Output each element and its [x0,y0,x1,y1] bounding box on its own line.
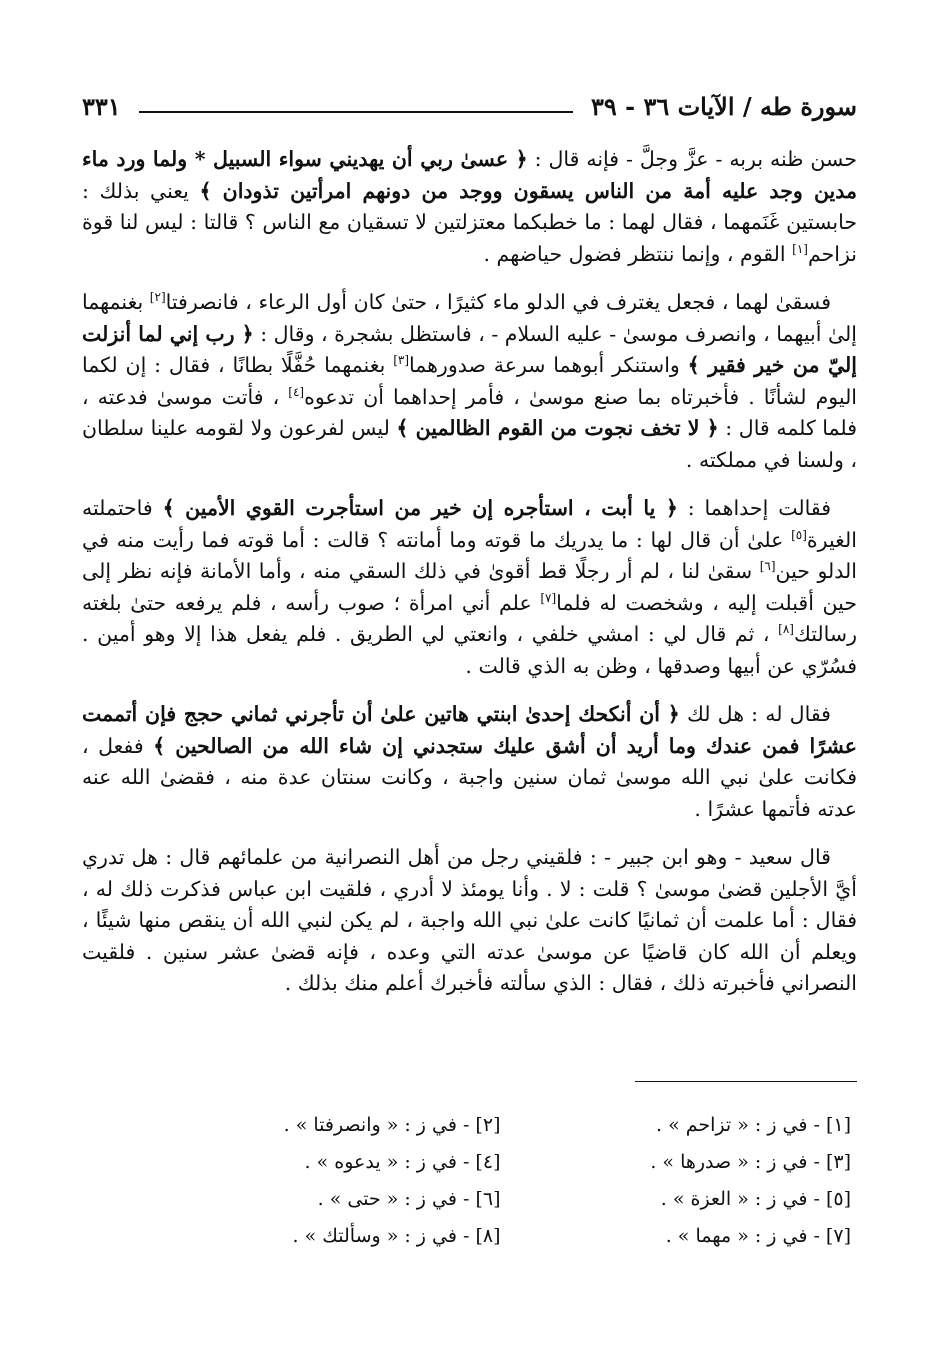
text-run: القوم ، وإنما ننتظر فضول حياضهم . [483,241,793,266]
text-run: حسن ظنه بربه - عزَّ وجلَّ - فإنه قال : [527,147,857,171]
footnote-separator [635,1081,857,1082]
text-run: يعني بذلك : حابستين غَنَمهما ، فقال لهما : ما خطبكما معتزلتين لا تسقيان مع الناس ؟ قالتا : ليس لنا قوة نزاحم [82,178,857,266]
page-header [82,86,857,126]
paragraph-2 [82,287,857,476]
footnote-3: [٣] - في ز : « صدرها » . [650,1151,851,1173]
header-rule [139,111,573,113]
footnote-8: [٨] - في ز : « وسألتك » . [292,1225,501,1247]
footnote-1: [١] - في ز : « تزاحم » . [655,1114,851,1136]
quran-verse: ﴿ عسىٰ ربي أن يهديني سواء السبيل * ولما ورد ماء مدين وجد عليه أمة من الناس يسقون ووجد من دونهم امرأتين تذودان ﴾ [82,147,857,203]
quran-verse: ﴿ يا أبت ، استأجره إن خير من استأجرت القوي الأمين ﴾ [162,496,678,520]
footnote-ref[interactable]: [٤] [288,384,305,399]
quran-verse: ﴿ رب إني لما أنزلت إليّ من خير فقير ﴾ [82,321,857,377]
footnote-7: [٧] - في ز : « مهما » . [665,1225,851,1247]
text-run: ففعل ، فكانت علىٰ نبي الله موسىٰ ثمان سنين واجبة ، وكانت سنتان عدة منه ، فقضىٰ الله عنه عدته فأتمها عشرًا . [82,733,857,821]
footnote-2: [٢] - في ز : « وانصرفتا » . [283,1114,501,1136]
footnotes [190,1112,851,1250]
text-run: بغنمهما إلىٰ أبيهما ، وانصرف موسىٰ - عليه السلام - ، فاستظل بشجرة ، وقال : [82,290,857,346]
paragraph-5 [82,842,857,1000]
text-run: سقىٰ لنا ، لم أر رجلًا قط أقوىٰ في ذلك السقي منه ، وأما الأمانة فإنه نظر إلى حين أقبلت إليه ، وشخصت له فلما [82,559,858,615]
text-run: ليس لفرعون ولا لقومه علينا سلطان ، ولسنا في مملكته . [82,416,857,472]
page-number: ٣٣١ [82,91,121,121]
footnote-5: [٥] - في ز : « العزة » . [660,1188,851,1210]
text-run: علىٰ أن قال لها : ما يدريك ما قوته وما أمانته ؟ قالت : أما قوته فما رأيت منه في الدلو حين [82,527,857,583]
text-run: علم أني امرأة ؛ صوب رأسه ، فلم يرفعه حتىٰ بلغته رسالتك [82,590,857,646]
footnote-ref[interactable]: [٦] [759,559,776,574]
paragraph-4 [82,699,857,825]
surah-title: سورة طه / الآيات ٣٦ - ٣٩ [590,91,857,121]
page-body [82,144,857,1017]
text-run: فقال له : هل لك [679,702,831,726]
text-run: بغنمهما حُفَّلًا بطانًا ، فقال : إن لكما اليوم لشأنًا . فأخبرتاه بما صنع موسىٰ ، فأمر إحداهما أن تدعوه [82,353,858,409]
quran-verse: ﴿ أن أنكحك إحدىٰ ابنتي هاتين علىٰ أن تأجرني ثماني حجج فإن أتممت عشرًا فمن عندك وما أريد أن أشق عليك ستجدني إن شاء الله من الصالحين ﴾ [82,702,857,758]
footnote-4: [٤] - في ز : « يدعوه » . [304,1151,501,1173]
text-run: فسقىٰ لهما ، فجعل يغترف في الدلو ماء كثيرًا ، حتىٰ كان أول الرعاء ، فانصرفتا [165,290,832,314]
footnote-ref[interactable]: [٢] [149,290,166,305]
text-run: ، ثم قال لي : امشي خلفي ، وانعتي لي الطريق . فلم يفعل هذا إلا وهو أمين . فسُرّي عن أبيها وصدقها ، وظن به الذي قالت . [82,622,857,678]
footnote-ref[interactable]: [٥] [791,527,807,542]
text-run: فقالت إحداهما : [677,496,831,520]
footnote-ref[interactable]: [٨] [778,622,794,637]
text-run: فاحتملته الغيرة [82,496,857,552]
quran-verse: ﴿ لا تخف نجوت من القوم الظالمين ﴾ [396,416,719,440]
footnote-ref[interactable]: [٧] [540,590,557,605]
footnote-6: [٦] - في ز : « حتى » . [317,1188,501,1210]
footnote-ref[interactable]: [١] [792,241,808,256]
paragraph-3 [82,493,857,682]
paragraph-1 [82,144,857,270]
text-run: ، فأتت موسىٰ فدعته ، فلما كلمه قال : [82,384,857,440]
footnote-ref[interactable]: [٣] [393,353,410,368]
text-run: واستنكر أبوهما سرعة صدورهما [409,353,688,377]
text-run: قال سعيد - وهو ابن جبير - : فلقيني رجل من أهل النصرانية من علمائهم قال : هل تدري أيَّ الأجلين قضىٰ موسىٰ ؟ قلت : لا . وأنا يومئذ لا أدري ، فلقيت ابن عباس فذكرت ذلك له ، فقال : أما علمت أن ثمانيًا كانت علىٰ نبي الله واجبة ، لم يكن لنبي الله أن ينقص منها شيئًا ، ويعلم أن الله كان قاضيًا عن موسىٰ عدته التي وعده ، فإنه قضىٰ عشر سنين . فلقيت النصراني فأخبرته ذلك ، فقال : الذي سألته فأخبرك أعلم منك بذلك . [82,845,857,995]
